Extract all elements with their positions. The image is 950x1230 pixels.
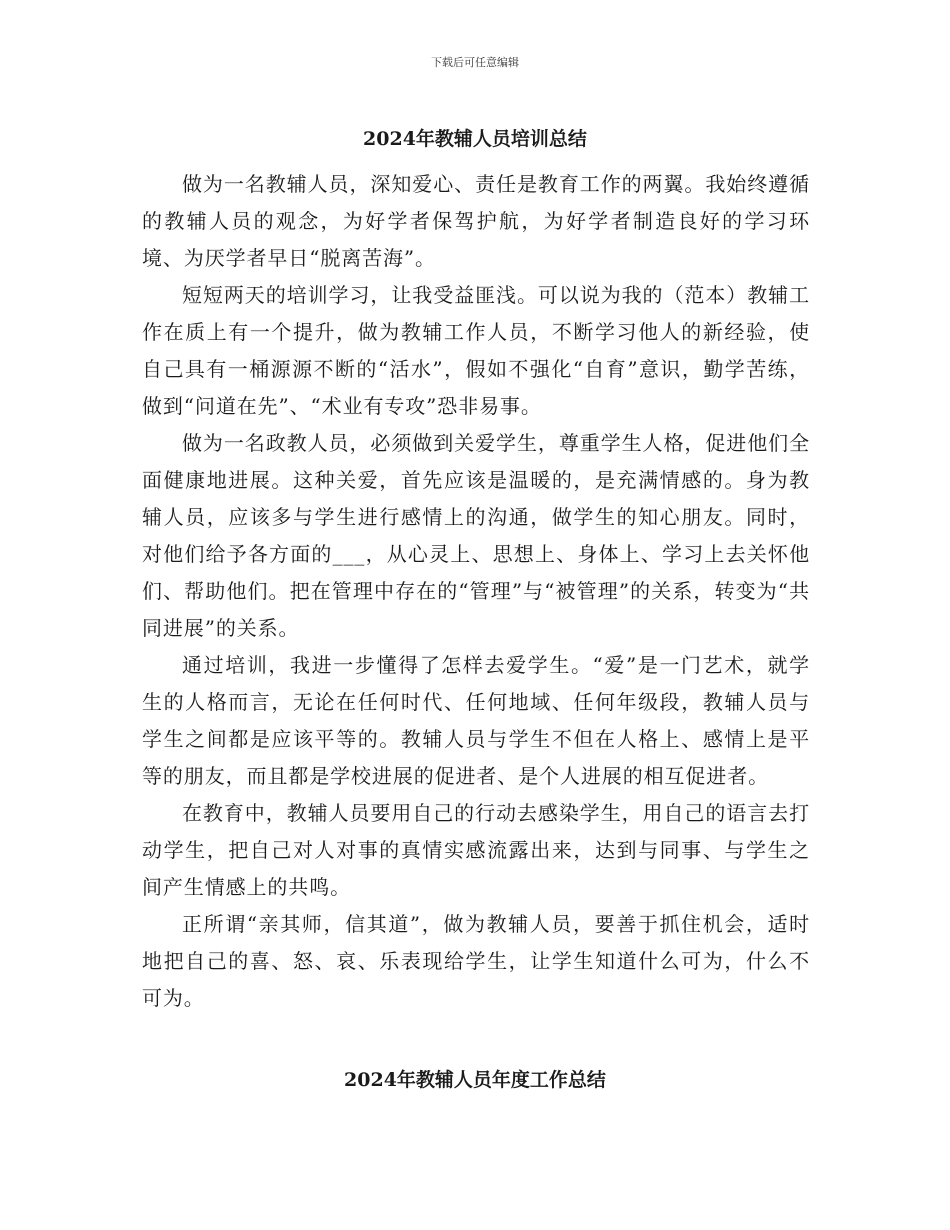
paragraph-6: 正所谓“亲其师，信其道”，做为教辅人员，要善于抓住机会，适时地把自己的喜、怒、哀、乐表现给学生，让学生知道什么可为，什么不可为。 — [142, 912, 810, 1010]
paragraph-1: 做为一名教辅人员，深知爱心、责任是教育工作的两翼。我始终遵循的教辅人员的观念，为好学者保驾护航，为好学者制造良好的学习环境、为厌学者早日“脱离苦海”。 — [142, 172, 810, 270]
document-title: 2024年教辅人员培训总结 — [363, 128, 587, 150]
paragraph-3: 做为一名政教人员，必须做到关爱学生，尊重学生人格，促进他们全面健康地进展。这种关爱，首先应该是温暖的，是充满情感的。身为教辅人员，应该多与学生进行感情上的沟通，做学生的知心朋友。同时，对他们给予各方面的___，从心灵上、思想上、身体上、学习上去关怀他们、帮助他们。把在管理中存在的“管理”与“被管理”的关系，转变为“共同进展”的关系。 — [142, 431, 810, 640]
paragraph-5: 在教育中，教辅人员要用自己的行动去感染学生，用自己的语言去打动学生，把自己对人对事的真情实感流露出来，达到与同事、与学生之间产生情感上的共鸣。 — [142, 801, 810, 899]
paragraph-4: 通过培训，我进一步懂得了怎样去爱学生。“爱”是一门艺术，就学生的人格而言，无论在任何时代、任何地域、任何年级段，教辅人员与学生之间都是应该平等的。教辅人员与学生不但在人格上、感情上是平等的朋友，而且都是学校进展的促进者、是个人进展的相互促进者。 — [142, 653, 810, 788]
next-section-title: 2024年教辅人员年度工作总结 — [344, 1069, 606, 1091]
paragraph-2: 短短两天的培训学习，让我受益匪浅。可以说为我的（范本）教辅工作在质上有一个提升，做为教辅工作人员，不断学习他人的新经验，使自己具有一桶源源不断的“活水”，假如不强化“自育”意识，勤学苦练，做到“问道在先”、“术业有专攻”恐非易事。 — [142, 283, 810, 418]
header-note: 下载后可任意编辑 — [431, 56, 519, 69]
document-body — [142, 166, 810, 1017]
